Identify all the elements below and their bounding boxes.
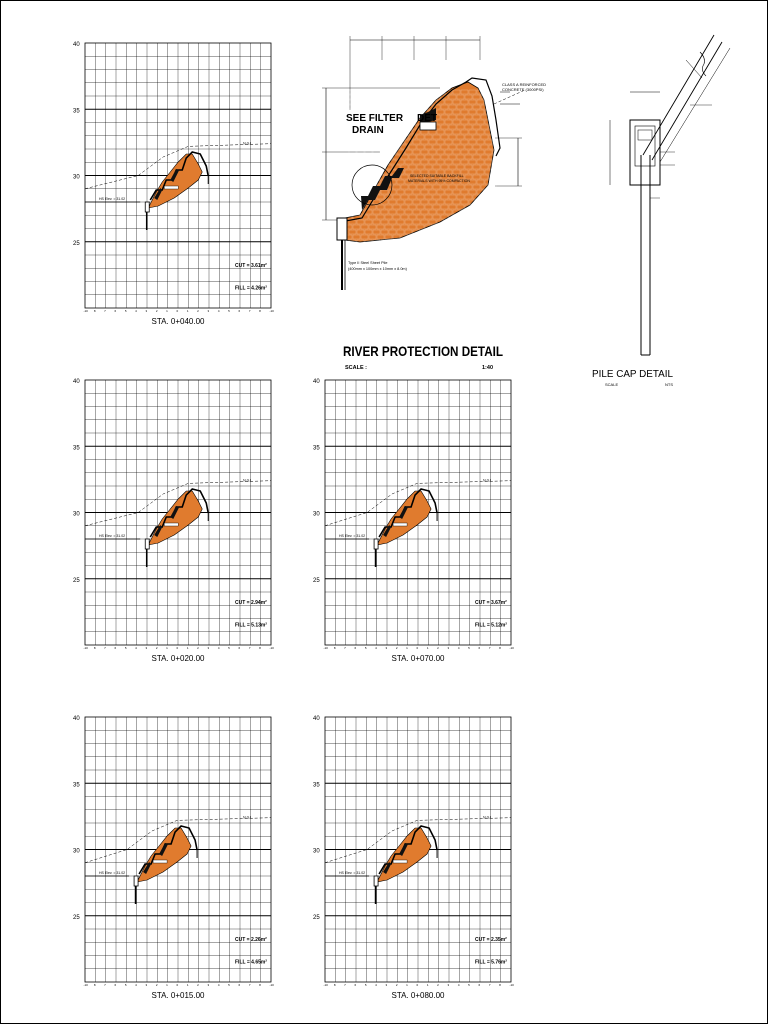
x-tick-label: 0 <box>416 983 419 987</box>
x-tick-label: 2 <box>197 983 199 987</box>
x-tick-label: 7 <box>488 983 491 987</box>
x-tick-label: 8 <box>333 646 336 650</box>
sheet-pile-label-2: (400mm x 100mm x 10mm x 8.0m) <box>348 267 407 271</box>
x-tick-label: 6 <box>114 309 117 313</box>
x-tick-label: 2 <box>197 309 199 313</box>
hwl-label: HS Elev. = 31.02 <box>339 871 366 875</box>
x-tick-label: 2 <box>197 646 199 650</box>
section-grid-2 <box>73 379 274 663</box>
x-tick-label: 4 <box>375 646 377 650</box>
scale-label: SCALE : <box>345 365 367 371</box>
y-tick-label: 25 <box>73 240 80 247</box>
x-tick-label: 0 <box>176 983 179 987</box>
ngl-label: N.G.L. <box>243 141 254 146</box>
x-tick-label: 5 <box>228 646 230 650</box>
x-tick-label: 8 <box>259 983 261 987</box>
hwl-label: HS Elev. = 31.02 <box>339 534 366 538</box>
x-tick-label: -10 <box>269 309 274 313</box>
fill-volume: FILL = $5.12m^2$ <box>475 621 508 629</box>
x-tick-label: 0 <box>416 646 419 650</box>
x-tick-label: 4 <box>457 646 460 650</box>
x-tick-label: 6 <box>354 983 357 987</box>
y-tick-label: 25 <box>73 577 80 584</box>
x-tick-label: 7 <box>488 646 491 650</box>
y-tick-label: 30 <box>73 511 80 518</box>
x-tick-label: 4 <box>375 983 377 987</box>
y-tick-label: 30 <box>313 848 320 855</box>
x-tick-label: 2 <box>437 646 439 650</box>
x-tick-label: 2 <box>155 309 158 313</box>
x-tick-label: 8 <box>93 646 96 650</box>
x-tick-label: -10 <box>509 983 514 987</box>
x-tick-label: 1 <box>426 646 429 650</box>
ngl-label: N.G.L. <box>483 478 494 483</box>
y-tick-label: 25 <box>73 914 80 921</box>
x-tick-label: 3 <box>145 983 148 987</box>
x-tick-label: 6 <box>238 983 241 987</box>
x-tick-label: 1 <box>166 309 168 313</box>
x-tick-label: 2 <box>155 646 158 650</box>
fill-volume: FILL = $5.76m^2$ <box>475 958 508 966</box>
station-label: STA. 0+080.00 <box>391 991 445 1000</box>
x-tick-label: 5 <box>364 983 367 987</box>
x-tick-label: 5 <box>228 309 230 313</box>
y-tick-label: 35 <box>73 108 80 115</box>
x-tick-label: 3 <box>385 646 388 650</box>
x-tick-label: 1 <box>426 983 429 987</box>
detail-label: DET <box>417 113 437 124</box>
x-tick-label: 6 <box>354 646 357 650</box>
x-tick-label: 0 <box>176 646 179 650</box>
x-tick-label: 8 <box>333 983 336 987</box>
x-tick-label: 3 <box>207 309 210 313</box>
fill-volume: FILL = $4.65m^2$ <box>235 958 268 966</box>
class-a-concrete-label-1: CLASS A REINFORCED <box>502 82 547 87</box>
x-tick-label: 7 <box>104 646 106 650</box>
cut-volume: CUT = $3.61m^2$ <box>235 261 267 269</box>
pile-cap-scale-label: SCALE <box>605 382 619 387</box>
x-tick-label: 6 <box>114 983 117 987</box>
scale-value: 1:40 <box>482 365 494 371</box>
x-tick-label: 5 <box>364 646 367 650</box>
x-tick-label: -10 <box>269 983 274 987</box>
cut-volume: CUT = $2.26m^2$ <box>235 935 267 943</box>
x-tick-label: -10 <box>83 646 88 650</box>
pile-cap-scale-value: NTS <box>665 382 673 387</box>
x-tick-label: 7 <box>248 983 251 987</box>
cut-volume: CUT = $2.35m^2$ <box>475 935 507 943</box>
x-tick-label: 4 <box>135 983 137 987</box>
x-tick-label: 1 <box>406 983 408 987</box>
x-tick-label: -10 <box>323 646 328 650</box>
x-tick-label: 4 <box>217 646 220 650</box>
y-tick-label: 35 <box>73 782 80 789</box>
x-tick-label: 4 <box>135 309 137 313</box>
x-tick-label: 3 <box>447 646 450 650</box>
backfill-label-2: MATERIALS WITH 95% COMPACTION <box>408 179 470 183</box>
x-tick-label: 6 <box>114 646 117 650</box>
fill-volume: FILL = $5.13m^2$ <box>235 621 268 629</box>
hwl-label: HS Elev. = 31.02 <box>99 871 126 875</box>
ngl-label: N.G.L. <box>243 815 254 820</box>
x-tick-label: 7 <box>344 983 346 987</box>
station-label: STA. 0+040.00 <box>151 317 205 326</box>
y-tick-label: 35 <box>73 445 80 452</box>
x-tick-label: 5 <box>228 983 230 987</box>
x-tick-label: 5 <box>124 309 127 313</box>
x-tick-label: 2 <box>395 646 398 650</box>
x-tick-label: 8 <box>93 983 96 987</box>
x-tick-label: 6 <box>478 646 481 650</box>
x-tick-label: 8 <box>259 646 261 650</box>
river-protection-title: RIVER PROTECTION DETAIL <box>343 343 504 359</box>
y-tick-label: 30 <box>73 174 80 181</box>
ngl-label: N.G.L. <box>243 478 254 483</box>
station-label: STA. 0+020.00 <box>151 654 205 663</box>
x-tick-label: 4 <box>135 646 137 650</box>
y-tick-label: 40 <box>73 379 80 385</box>
x-tick-label: 4 <box>217 309 220 313</box>
class-a-concrete-label-2: CONCRETE (3000PSI) <box>502 87 544 92</box>
x-tick-label: 1 <box>186 983 189 987</box>
x-tick-label: 7 <box>248 646 251 650</box>
ngl-label: N.G.L. <box>483 815 494 820</box>
x-tick-label: 8 <box>259 309 261 313</box>
x-tick-label: 3 <box>145 309 148 313</box>
y-tick-label: 40 <box>73 716 80 722</box>
x-tick-label: 8 <box>499 646 501 650</box>
section-grid-3 <box>313 379 514 663</box>
x-tick-label: -10 <box>269 646 274 650</box>
x-tick-label: 5 <box>124 646 127 650</box>
x-tick-label: 2 <box>395 983 398 987</box>
x-tick-label: -10 <box>509 646 514 650</box>
x-tick-label: 0 <box>176 309 179 313</box>
x-tick-label: 1 <box>186 309 189 313</box>
x-tick-label: 7 <box>248 309 251 313</box>
y-tick-label: 40 <box>313 379 320 385</box>
x-tick-label: 7 <box>104 983 106 987</box>
y-tick-label: 40 <box>73 42 80 48</box>
x-tick-label: -10 <box>83 309 88 313</box>
x-tick-label: 1 <box>166 983 168 987</box>
y-tick-label: 25 <box>313 577 320 584</box>
section-grid-4 <box>73 716 274 1000</box>
y-tick-label: 40 <box>313 716 320 722</box>
x-tick-label: 8 <box>499 983 501 987</box>
x-tick-label: 4 <box>217 983 220 987</box>
x-tick-label: 7 <box>104 309 106 313</box>
x-tick-label: 6 <box>478 983 481 987</box>
y-tick-label: 30 <box>313 511 320 518</box>
x-tick-label: 6 <box>238 646 241 650</box>
section-grid-1 <box>73 42 274 326</box>
x-tick-label: 3 <box>385 983 388 987</box>
pile-cap-title: PILE CAP DETAIL <box>592 369 674 380</box>
x-tick-label: 1 <box>186 646 189 650</box>
x-tick-label: 5 <box>124 983 127 987</box>
x-tick-label: 6 <box>238 309 241 313</box>
y-tick-label: 30 <box>73 848 80 855</box>
x-tick-label: -10 <box>323 983 328 987</box>
sheet-pile-label-1: Type II Steel Sheet Pile <box>348 261 388 265</box>
x-tick-label: 1 <box>406 646 408 650</box>
cut-volume: CUT = $3.67m^2$ <box>475 598 507 606</box>
x-tick-label: 7 <box>344 646 346 650</box>
x-tick-label: -10 <box>83 983 88 987</box>
hwl-label: HS Elev. = 31.02 <box>99 197 126 201</box>
cut-volume: CUT = $2.94m^2$ <box>235 598 267 606</box>
y-tick-label: 35 <box>313 782 320 789</box>
y-tick-label: 35 <box>313 445 320 452</box>
station-label: STA. 0+070.00 <box>391 654 445 663</box>
x-tick-label: 3 <box>145 646 148 650</box>
x-tick-label: 2 <box>155 983 158 987</box>
x-tick-label: 1 <box>166 646 168 650</box>
x-tick-label: 4 <box>457 983 460 987</box>
x-tick-label: 2 <box>437 983 439 987</box>
see-filter-drain-label-2: DRAIN <box>352 125 384 136</box>
x-tick-label: 3 <box>207 983 210 987</box>
x-tick-label: 3 <box>207 646 210 650</box>
hwl-label: HS Elev. = 31.02 <box>99 534 126 538</box>
see-filter-drain-label-1: SEE FILTER <box>346 113 404 124</box>
x-tick-label: 3 <box>447 983 450 987</box>
x-tick-label: 5 <box>468 646 470 650</box>
y-tick-label: 25 <box>313 914 320 921</box>
fill-volume: FILL = $4.26m^2$ <box>235 284 268 292</box>
x-tick-label: 5 <box>468 983 470 987</box>
backfill-label-1: SELECTED SUITABLE BACKFILL <box>410 174 464 178</box>
section-grid-5 <box>313 716 514 1000</box>
x-tick-label: 8 <box>93 309 96 313</box>
station-label: STA. 0+015.00 <box>151 991 205 1000</box>
